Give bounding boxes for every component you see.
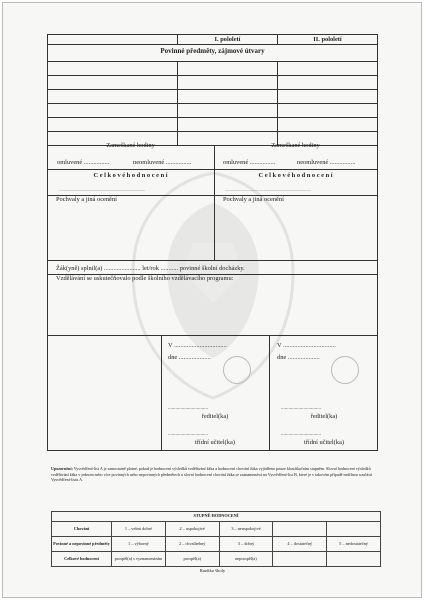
state-emblem-watermark — [93, 153, 333, 413]
excused-1: omluvené ................ — [57, 159, 110, 166]
place-1: V ................................. — [168, 342, 227, 349]
grade-cell: 5 – nedostatečný — [327, 537, 381, 552]
praise-label-1: Pochvaly a jiná ocenění — [56, 196, 117, 203]
excused-2: omluvené ................ — [223, 159, 276, 166]
school-stamp-label: Razítko školy — [199, 568, 226, 573]
director-label-1: ředitel(ka) — [201, 413, 229, 420]
director-dots-1: ................................ — [168, 406, 208, 411]
certificate-page — [2, 2, 422, 598]
grade-cell: 1 – velmi dobré — [112, 522, 166, 537]
date-2: dne .................... — [277, 354, 320, 361]
table-row — [52, 522, 381, 537]
date-1: dne .................... — [168, 354, 211, 361]
teacher-label-1: třídní učitel(ka) — [195, 439, 235, 446]
grades-table — [51, 511, 381, 567]
unexcused-1: neomluvené ................ — [133, 159, 192, 166]
grade-cell: 2 – chvalitebný — [165, 537, 219, 552]
note — [51, 466, 381, 483]
grade-cell: 1 – výborný — [112, 537, 166, 552]
grade-cell: prospěl(a) — [165, 552, 219, 567]
second-half-header: II. pololetí — [313, 36, 342, 43]
director-dots-2: ................................ — [281, 406, 321, 411]
teacher-dots-2: ................................ — [281, 432, 321, 437]
overall-title-1: C e l k o v é h o d n o c e n í — [93, 172, 168, 179]
grade-cell: 4 – dostatečný — [273, 537, 327, 552]
teacher-dots-1: ................................ — [168, 432, 208, 437]
praise-label-2: Pochvaly a jiná ocenění — [223, 196, 284, 203]
grade-cell: prospěl(a) s vyznamenáním — [112, 552, 166, 567]
unexcused-2: neomluvené ................ — [297, 159, 356, 166]
grade-row-label: Chování — [52, 522, 112, 537]
subjects-title: Povinné předměty, zájmové útvary — [160, 47, 265, 55]
missed-hours-label-1: Zameškané hodiny — [106, 142, 155, 149]
place-2: V ................................. — [277, 342, 336, 349]
grade-row-label: Celkové hodnocení — [52, 552, 112, 567]
overall-title-2: C e l k o v é h o d n o c e n í — [258, 172, 333, 179]
grade-cell — [327, 552, 381, 567]
table-row — [52, 537, 381, 552]
attendance-line: Žák(yně) splnil(a) ....................... let/rok ........... povinné školní docházky. — [56, 265, 245, 272]
grades-title: STUPNĚ HODNOCENÍ — [52, 512, 381, 522]
grade-cell: 3 – dobrý — [219, 537, 273, 552]
grade-cell: neprospěl(a) — [219, 552, 273, 567]
grade-cell — [273, 552, 327, 567]
grade-cell: 2 – uspokojivé — [165, 522, 219, 537]
grade-cell — [327, 522, 381, 537]
overall-dots-2: ...................................................................................... — [225, 187, 311, 192]
director-label-2: ředitel(ka) — [310, 413, 338, 420]
stamp-circle-2 — [331, 356, 359, 384]
grade-row-label: Povinné a nepovinné předměty — [52, 537, 112, 552]
note-text: Vysvědčení-list A je samostatně platné, pokud je hodnocení výsledků vzdělávání žáka a hodnocení chování žáka vyjádřeno pouze klasifikačním stupněm. Slovní hodnocení výsledků vzdělávání žáka v jednom nebo více povinných nebo nepovinných předmětech a slovní hodnocení chování žáka se zaznamenává na Vysvědčení-list B, které je v takovém případě nedílnou součástí Vysvědčení-listu A. — [51, 466, 373, 483]
table-row — [52, 552, 381, 567]
first-half-header: I. pololetí — [214, 36, 241, 43]
grade-cell — [273, 522, 327, 537]
grade-cell: 3 – neuspokojivé — [219, 522, 273, 537]
missed-hours-label-2: Zameškané hodiny — [271, 142, 320, 149]
teacher-label-2: třídní učitel(ka) — [304, 439, 344, 446]
stamp-circle-1 — [223, 356, 251, 384]
overall-dots-1: ...................................................................................... — [59, 187, 145, 192]
program-line: Vzdělávání se uskutečňovalo podle školního vzdělávacího programu: — [56, 275, 234, 282]
note-label: Upozornění: — [51, 466, 73, 471]
